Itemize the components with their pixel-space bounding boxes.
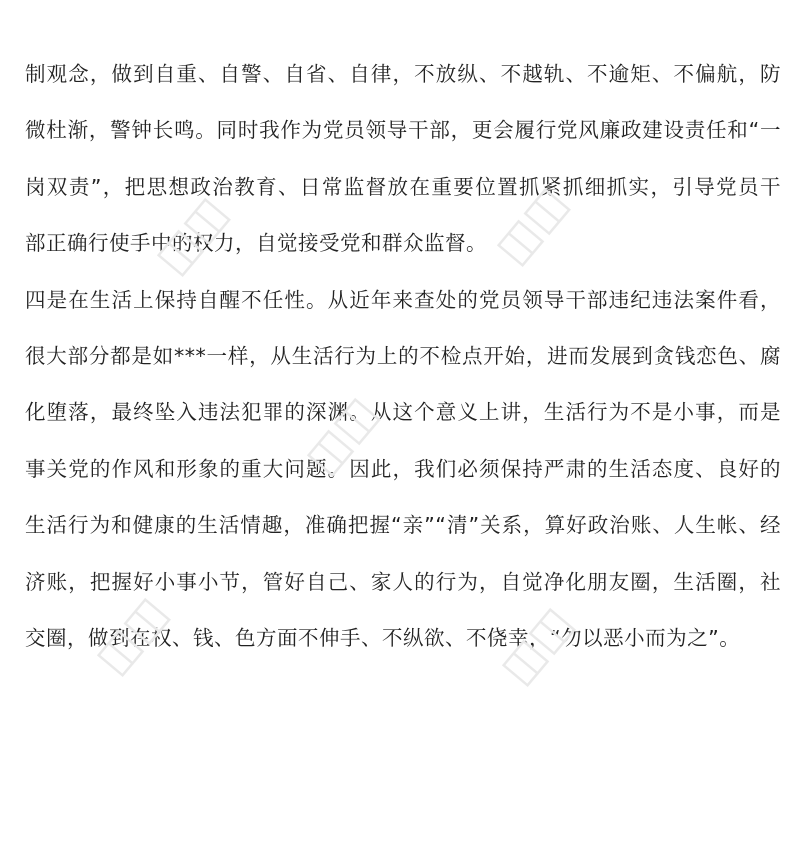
text-line-1: 制观念，做到自重、自警、自省、自律，不放纵、不越轨、不逾矩、不偏航，防	[25, 62, 781, 86]
watermark-mark: ◫◫	[490, 597, 583, 694]
text-line-8: 事关党的作风和形象的重大问题。因此，我们必须保持严肃的生活态度、良好的	[25, 456, 781, 481]
watermark-mark: ◫◫	[295, 387, 388, 484]
text-line-4: 部正确行使手中的权力，自觉接受党和群众监督。	[25, 231, 487, 256]
text-line-2: 微杜渐，警钟长鸣。同时我作为党员领导干部，更会履行党风廉政建设责任和“一	[25, 118, 781, 143]
text-line-6: 很大部分都是如***一样，从生活行为上的不检点开始，进而发展到贪钱恋色、腐	[25, 343, 781, 368]
text-line-3: 岗双责”，把思想政治教育、日常监督放在重要位置抓紧抓细抓实，引导党员干	[25, 174, 781, 199]
text-line-5: 四是在生活上保持自醒不任性。从近年来查处的党员领导干部违纪违法案件看，	[25, 287, 781, 312]
text-line-7: 化堕落，最终坠入违法犯罪的深渊。从这个意义上讲，生活行为不是小事，而是	[25, 400, 781, 425]
watermark-mark: ◫◫	[485, 177, 578, 274]
watermark-mark: ◫◫	[145, 187, 238, 284]
text-line-10: 济账，把握好小事小节，管好自己、家人的行为，自觉净化朋友圈，生活圈，社	[25, 569, 781, 594]
document-body	[25, 52, 781, 672]
text-line-11: 交圈，做到在权、钱、色方面不伸手、不纵欲、不侥幸，“勿以恶小而为之”。	[25, 625, 741, 650]
text-line-9: 生活行为和健康的生活情趣，准确把握“亲”“清”关系，算好政治账、人生帐、经	[25, 513, 781, 538]
watermark-mark: ◫◫	[85, 587, 178, 684]
